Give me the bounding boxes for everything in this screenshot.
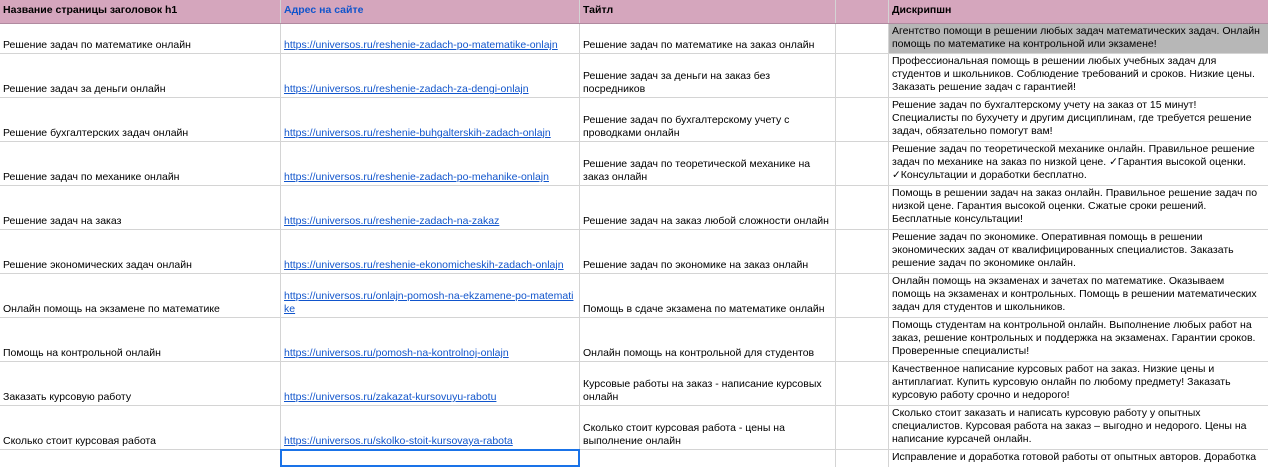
table-row [0,186,1268,230]
cell-h1-text: Онлайн помощь на экзамене по математике [3,303,220,315]
cell-title-text: Онлайн помощь на контрольной для студентов [583,347,815,359]
cell-h1[interactable] [0,230,281,273]
cell-h1-text: Решение задач за деньги онлайн [3,83,166,95]
url-link[interactable]: https://universos.ru/pomosh-na-kontrolnoj-onlajn [284,347,509,359]
cell-url[interactable] [281,362,580,405]
url-link[interactable]: https://universos.ru/onlajn-pomosh-na-ekzamene-po-matematike [284,290,574,315]
cell-empty[interactable] [836,54,889,97]
url-link[interactable]: https://universos.ru/reshenie-buhgalterskih-zadach-onlajn [284,127,551,139]
cell-empty[interactable] [836,230,889,273]
url-link[interactable]: https://universos.ru/zakazat-kursovuyu-rabotu [284,391,497,403]
cell-description[interactable] [889,318,1268,361]
cell-description-text: Помощь в решении задач на заказ онлайн. Правильное решение задач по низкой цене. Гарантия высокой оценки. Сжатые сроки решений. Бесплатные консультации! [892,187,1258,225]
table-row [0,98,1268,142]
cell-description-text: Решение задач по экономике. Оперативная помощь в решении экономических задач от квалифицированных специалистов. Заказать решение задач по экономике онлайн. [892,231,1234,269]
cell-title[interactable] [580,406,836,449]
cell-description[interactable] [889,186,1268,229]
cell-url[interactable] [281,230,580,273]
cell-empty[interactable] [836,186,889,229]
cell-description[interactable] [889,450,1268,467]
cell-url[interactable] [281,54,580,97]
cell-h1-text: Решение бухгалтерских задач онлайн [3,127,189,139]
cell-h1[interactable] [0,406,281,449]
cell-url[interactable] [281,98,580,141]
cell-title-text: Решение задач по бухгалтерскому учету с проводками онлайн [583,114,790,139]
cell-title-text: Решение задач по теоретической механике на заказ онлайн [583,158,811,183]
cell-h1[interactable] [0,98,281,141]
cell-title-text: Решение задач по математике на заказ онлайн [583,39,815,51]
cell-description-text: Помощь студентам на контрольной онлайн. Выполнение любых работ на заказ, решение контрольных и поддержка на экзаменах. Гарантии сроков. Проверенные специалисты! [892,319,1256,357]
table-row [0,230,1268,274]
cell-title-text: Помощь в сдаче экзамена по математике онлайн [583,303,825,315]
table-row [0,450,1268,467]
cell-title[interactable] [580,24,836,53]
cell-h1[interactable] [0,186,281,229]
table-row [0,406,1268,450]
cell-h1-text: Решение задач по механике онлайн [3,171,180,183]
cell-empty[interactable] [836,406,889,449]
cell-empty[interactable] [836,450,889,467]
selected-cell-outline [280,449,580,467]
cell-description-text: Онлайн помощь на экзаменах и зачетах по математике. Оказываем помощь на экзаменах и контрольных. Помощь в решении математических задач для студентов и школьников. [892,275,1257,313]
url-link[interactable]: https://universos.ru/skolko-stoit-kursovaya-rabota [284,435,513,447]
header-cell-title[interactable]: Тайтл [580,0,836,23]
cell-description[interactable] [889,142,1268,185]
table-row [0,24,1268,54]
cell-description-text: Решение задач по бухгалтерскому учету на заказ от 15 минут! Специалисты по бухучету и другим дисциплинам, где требуется решение задач, обязательно помогут вам! [892,99,1252,137]
cell-h1-text: Помощь на контрольной онлайн [3,347,161,359]
header-cell-empty[interactable] [836,0,889,23]
table-row [0,142,1268,186]
cell-title[interactable] [580,142,836,185]
cell-description-text: Исправление и доработка готовой работы от опытных авторов. Доработка [892,451,1257,463]
cell-description-text: Агентство помощи в решении любых задач математических задач. Онлайн помощь по математике на контрольной или экзамене! [892,25,1260,50]
cell-empty[interactable] [836,98,889,141]
cell-description[interactable] [889,274,1268,317]
cell-description[interactable] [889,362,1268,405]
table-row [0,318,1268,362]
url-link[interactable]: https://universos.ru/reshenie-ekonomicheskih-zadach-onlajn [284,259,564,271]
cell-title[interactable] [580,318,836,361]
cell-h1[interactable] [0,142,281,185]
cell-description[interactable] [889,54,1268,97]
header-cell-h1[interactable]: Название страницы заголовок h1 [0,0,281,23]
cell-empty[interactable] [836,274,889,317]
cell-h1-text: Решение экономических задач онлайн [3,259,192,271]
cell-description-text: Сколько стоит заказать и написать курсовую работу у опытных специалистов. Курсовая работа на заказ – выгодно и недорого. Цены на написание курсачей онлайн. [892,407,1247,445]
cell-title-text: Курсовые работы на заказ - написание курсовых онлайн [583,378,822,403]
url-link[interactable]: https://universos.ru/reshenie-zadach-za-dengi-onlajn [284,83,529,95]
cell-title[interactable] [580,274,836,317]
cell-title[interactable] [580,98,836,141]
cell-url[interactable] [281,24,580,53]
cell-url[interactable] [281,274,580,317]
cell-url[interactable] [281,186,580,229]
cell-empty[interactable] [836,24,889,53]
header-row [0,0,1268,24]
cell-url[interactable] [281,406,580,449]
cell-url[interactable] [281,142,580,185]
cell-description[interactable] [889,230,1268,273]
url-link[interactable]: https://universos.ru/reshenie-zadach-po-matematike-onlajn [284,39,558,51]
cell-description[interactable] [889,406,1268,449]
cell-title[interactable] [580,54,836,97]
cell-h1-text: Решение задач по математике онлайн [3,39,191,51]
cell-h1-text: Заказать курсовую работу [3,391,132,403]
cell-description-text: Профессиональная помощь в решении любых учебных задач для студентов и школьников. Соблюдение требований и сроков. Низкие цены. Заказать решение задач с гарантией! [892,55,1255,93]
cell-h1-text: Решение задач на заказ [3,215,122,227]
header-cell-description[interactable]: Дискрипшн [892,4,952,16]
url-link[interactable]: https://universos.ru/reshenie-zadach-na-zakaz [284,215,500,227]
cell-title[interactable] [580,186,836,229]
cell-empty[interactable] [836,318,889,361]
cell-title[interactable] [580,362,836,405]
cell-description[interactable] [889,98,1268,141]
cell-title-text: Решение задач за деньги на заказ без посредников [583,70,771,95]
table-row [0,54,1268,98]
table-row [0,274,1268,318]
table-row [0,362,1268,406]
cell-description[interactable] [889,24,1268,53]
cell-h1[interactable] [0,274,281,317]
cell-description-text: Решение задач по теоретической механике онлайн. Правильное решение задач по механике на заказ по низкой цене. ✓Гарантия высокой оценки. ✓Консультации и доработки бесплатно. [892,143,1255,181]
cell-url[interactable] [281,318,580,361]
cell-h1[interactable] [0,54,281,97]
cell-h1[interactable] [0,362,281,405]
cell-title-text: Сколько стоит курсовая работа - цены на выполнение онлайн [583,422,785,447]
cell-title[interactable] [580,230,836,273]
cell-empty[interactable] [836,142,889,185]
cell-title-text: Решение задач на заказ любой сложности онлайн [583,215,829,227]
header-cell-url[interactable]: Адрес на сайте [281,0,580,23]
cell-h1[interactable] [0,24,281,53]
cell-description-text: Качественное написание курсовых работ на заказ. Низкие цены и антиплагиат. Купить курсовую онлайн по любому предмету! Заказать курсовую работу срочно и недорого! [892,363,1231,401]
cell-title-text: Решение задач по экономике на заказ онлайн [583,259,809,271]
cell-h1[interactable] [0,450,281,467]
url-link[interactable]: https://universos.ru/reshenie-zadach-po-mehanike-onlajn [284,171,549,183]
cell-h1-text: Сколько стоит курсовая работа [3,435,156,447]
cell-h1[interactable] [0,318,281,361]
cell-title[interactable] [580,450,836,467]
cell-empty[interactable] [836,362,889,405]
